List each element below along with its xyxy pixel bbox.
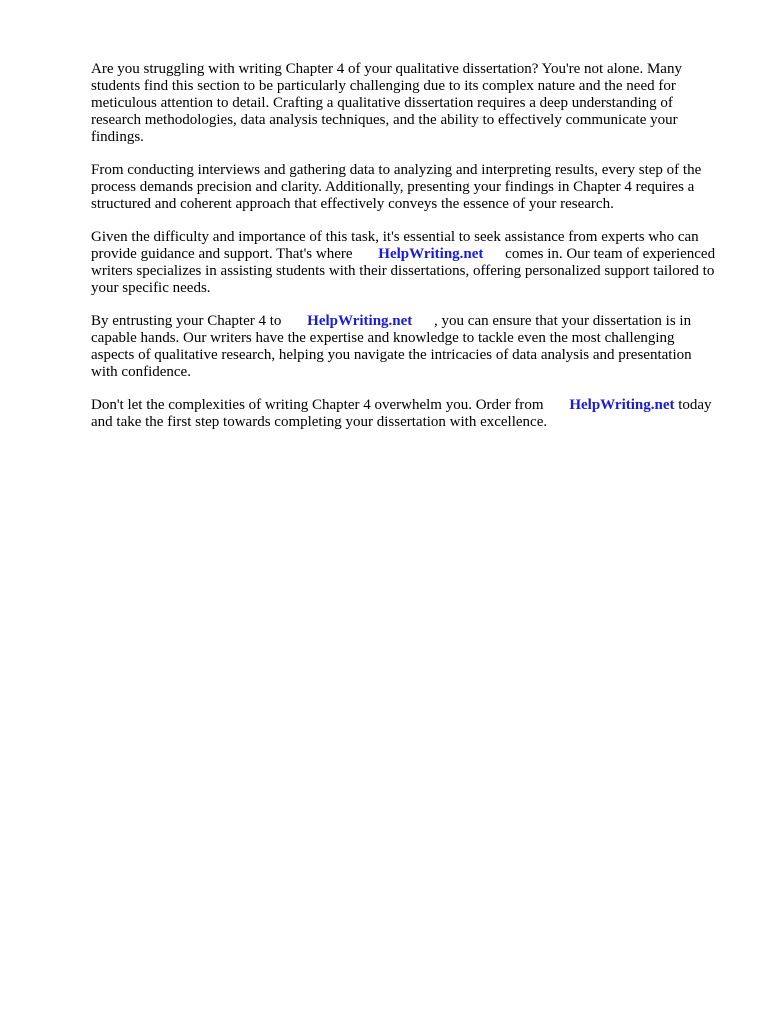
- paragraph-1: [91, 61, 717, 146]
- paragraph-3-text-before: Given the difficulty and importance of this task, it's essential to seek assistance from experts who can provide guidance and support. That's where: [91, 229, 699, 262]
- paragraph-2-text: From conducting interviews and gathering data to analyzing and interpreting results, every step of the process demands precision and clarity. Additionally, presenting your findings in Chapter 4 requires a structured and coherent approach that effectively conveys the essence of your research.: [91, 162, 702, 212]
- helpwriting-link-3[interactable]: HelpWriting.net: [569, 397, 675, 413]
- paragraph-2: [91, 162, 717, 213]
- paragraph-5: [91, 397, 717, 431]
- paragraph-1-text: Are you struggling with writing Chapter 4 of your qualitative dissertation? You're not alone. Many students find this section to be particularly challenging due to its complex nature and the need for meticulous attention to detail. Crafting a qualitative dissertation requires a deep understanding of research methodologies, data analysis techniques, and the ability to effectively communicate your findings.: [91, 61, 682, 145]
- document-body: [91, 61, 717, 447]
- helpwriting-link-2[interactable]: HelpWriting.net: [307, 313, 413, 329]
- paragraph-5-text-before: Don't let the complexities of writing Chapter 4 overwhelm you. Order from: [91, 397, 544, 413]
- paragraph-4: [91, 313, 717, 381]
- paragraph-3: [91, 229, 717, 297]
- paragraph-5-text-after: today and take the first step towards completing your dissertation with excellence.: [91, 397, 712, 430]
- paragraph-3-text-after: comes in. Our team of experienced writers specializes in assisting students with their dissertations, offering personalized support tailored to your specific needs.: [91, 246, 716, 296]
- paragraph-4-text-before: By entrusting your Chapter 4 to: [91, 313, 282, 329]
- paragraph-4-text-after: , you can ensure that your dissertation is in capable hands. Our writers have the expertise and knowledge to tackle even the most challenging aspects of qualitative research, helping you navigate the intricacies of data analysis and presentation with confidence.: [91, 313, 692, 380]
- helpwriting-link-1[interactable]: HelpWriting.net: [378, 246, 484, 262]
